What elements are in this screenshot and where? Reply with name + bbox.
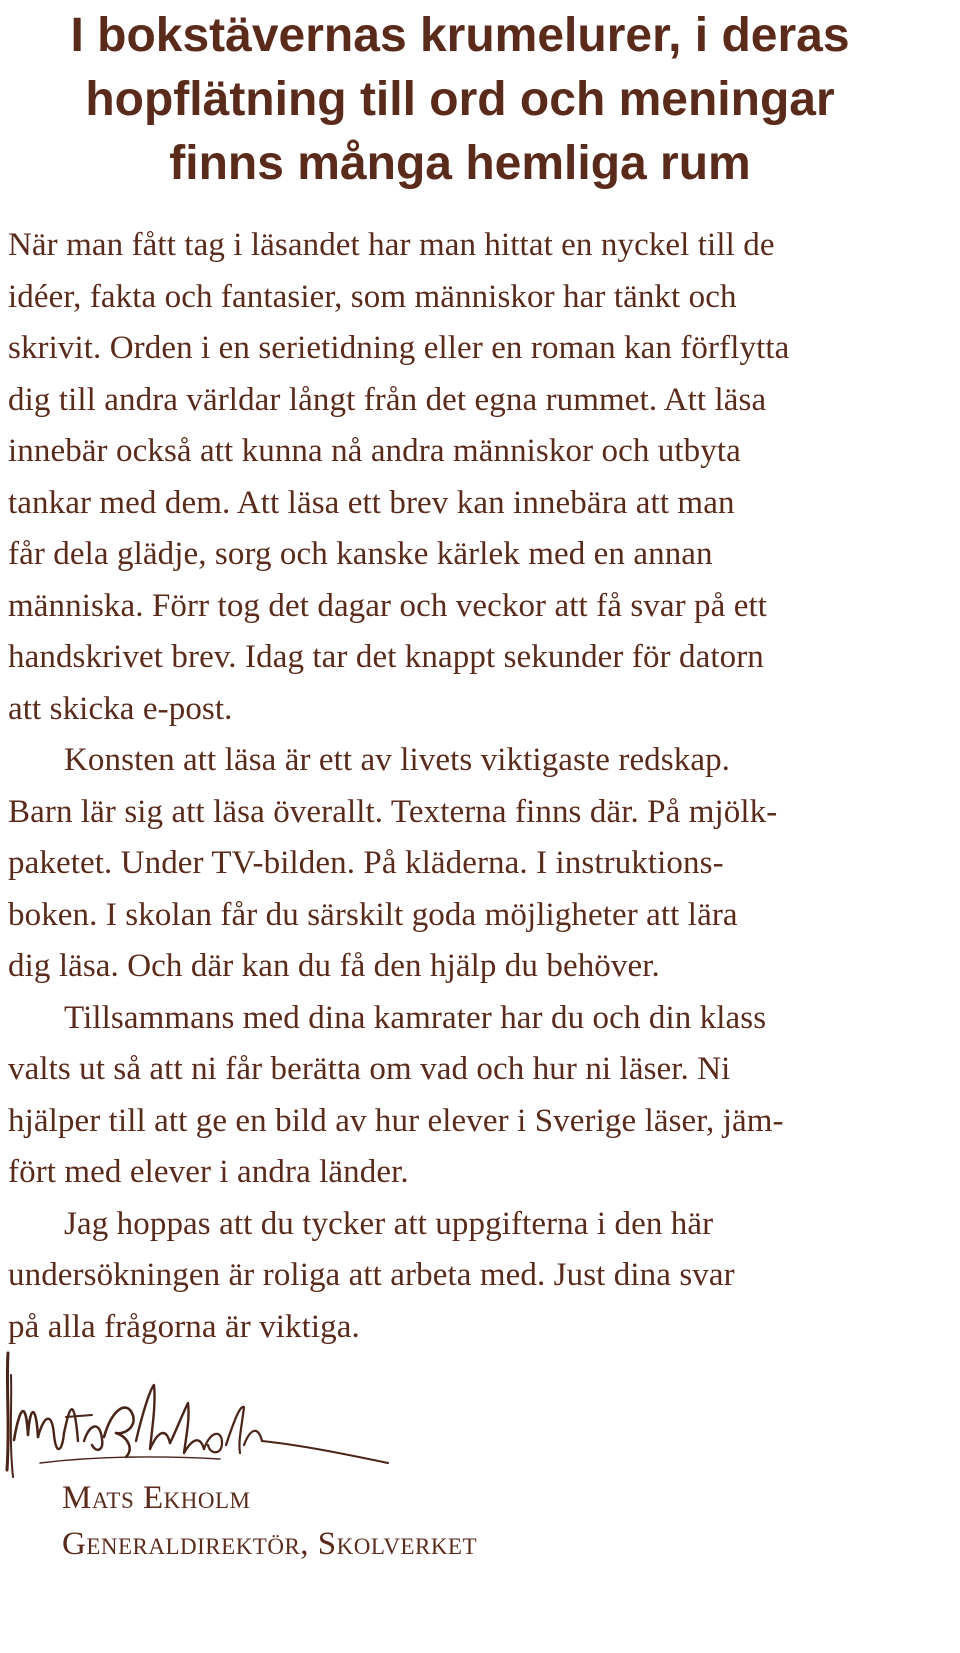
headline [0, 4, 920, 196]
body-line-14: boken. I skolan får du särskilt goda möjligheter att lära [8, 896, 738, 933]
body-line-18: hjälper till att ge en bild av hur elever i Sverige läser, jäm- [8, 1102, 784, 1139]
body-line-16: Tillsammans med dina kamrater har du och din klass [64, 999, 767, 1036]
signer-name: Mats Ekholm [62, 1480, 251, 1516]
body-line-17: valts ut så att ni får berätta om vad och hur ni läser. Ni [8, 1051, 731, 1087]
body-line-13: paketet. Under TV-bilden. På kläderna. I instruktions- [8, 845, 724, 881]
signer-title: Generaldirektör, Skolverket [62, 1526, 478, 1562]
body-line-7: får dela glädje, sorg och kanske kärlek med en annan [8, 536, 713, 572]
body-line-1: När man fått tag i läsandet har man hittat en nyckel till de [8, 227, 775, 263]
body-line-2: idéer, fakta och fantasier, som människor har tänkt och [8, 278, 737, 315]
body-line-8: människa. Förr tog det dagar och veckor att få svar på ett [8, 587, 768, 624]
body-line-22: på alla frågorna är viktiga. [8, 1308, 360, 1345]
body-line-20: Jag hoppas att du tycker att uppgifterna i den här [64, 1205, 714, 1242]
letter-body [8, 220, 913, 1353]
body-line-19: fört med elever i andra länder. [8, 1154, 409, 1190]
handwritten-signature [0, 1345, 400, 1495]
body-line-15: dig läsa. Och där kan du få den hjälp du behöver. [8, 948, 660, 984]
headline-line-2: hopflätning till ord och meningar [85, 73, 835, 126]
body-line-6: tankar med dem. Att läsa ett brev kan innebära att man [8, 484, 735, 521]
headline-line-1: I bokstävernas krumelurer, i deras [70, 9, 850, 62]
body-line-11: Konsten att läsa är ett av livets viktigaste redskap. [64, 742, 731, 778]
body-line-3: skrivit. Orden i en serietidning eller en roman kan förflytta [8, 330, 790, 366]
body-line-4: dig till andra världar långt från det egna rummet. Att läsa [8, 381, 767, 418]
body-line-10: att skicka e-post. [8, 690, 233, 727]
body-line-21: undersökningen är roliga att arbeta med. Just dina svar [8, 1257, 735, 1293]
body-line-12: Barn lär sig att läsa överallt. Texterna finns där. På mjölk- [8, 793, 778, 830]
body-line-5: innebär också att kunna nå andra människor och utbyta [8, 433, 741, 469]
headline-line-3: finns många hemliga rum [169, 137, 751, 190]
body-line-9: handskrivet brev. Idag tar det knappt sekunder för datorn [8, 639, 764, 675]
